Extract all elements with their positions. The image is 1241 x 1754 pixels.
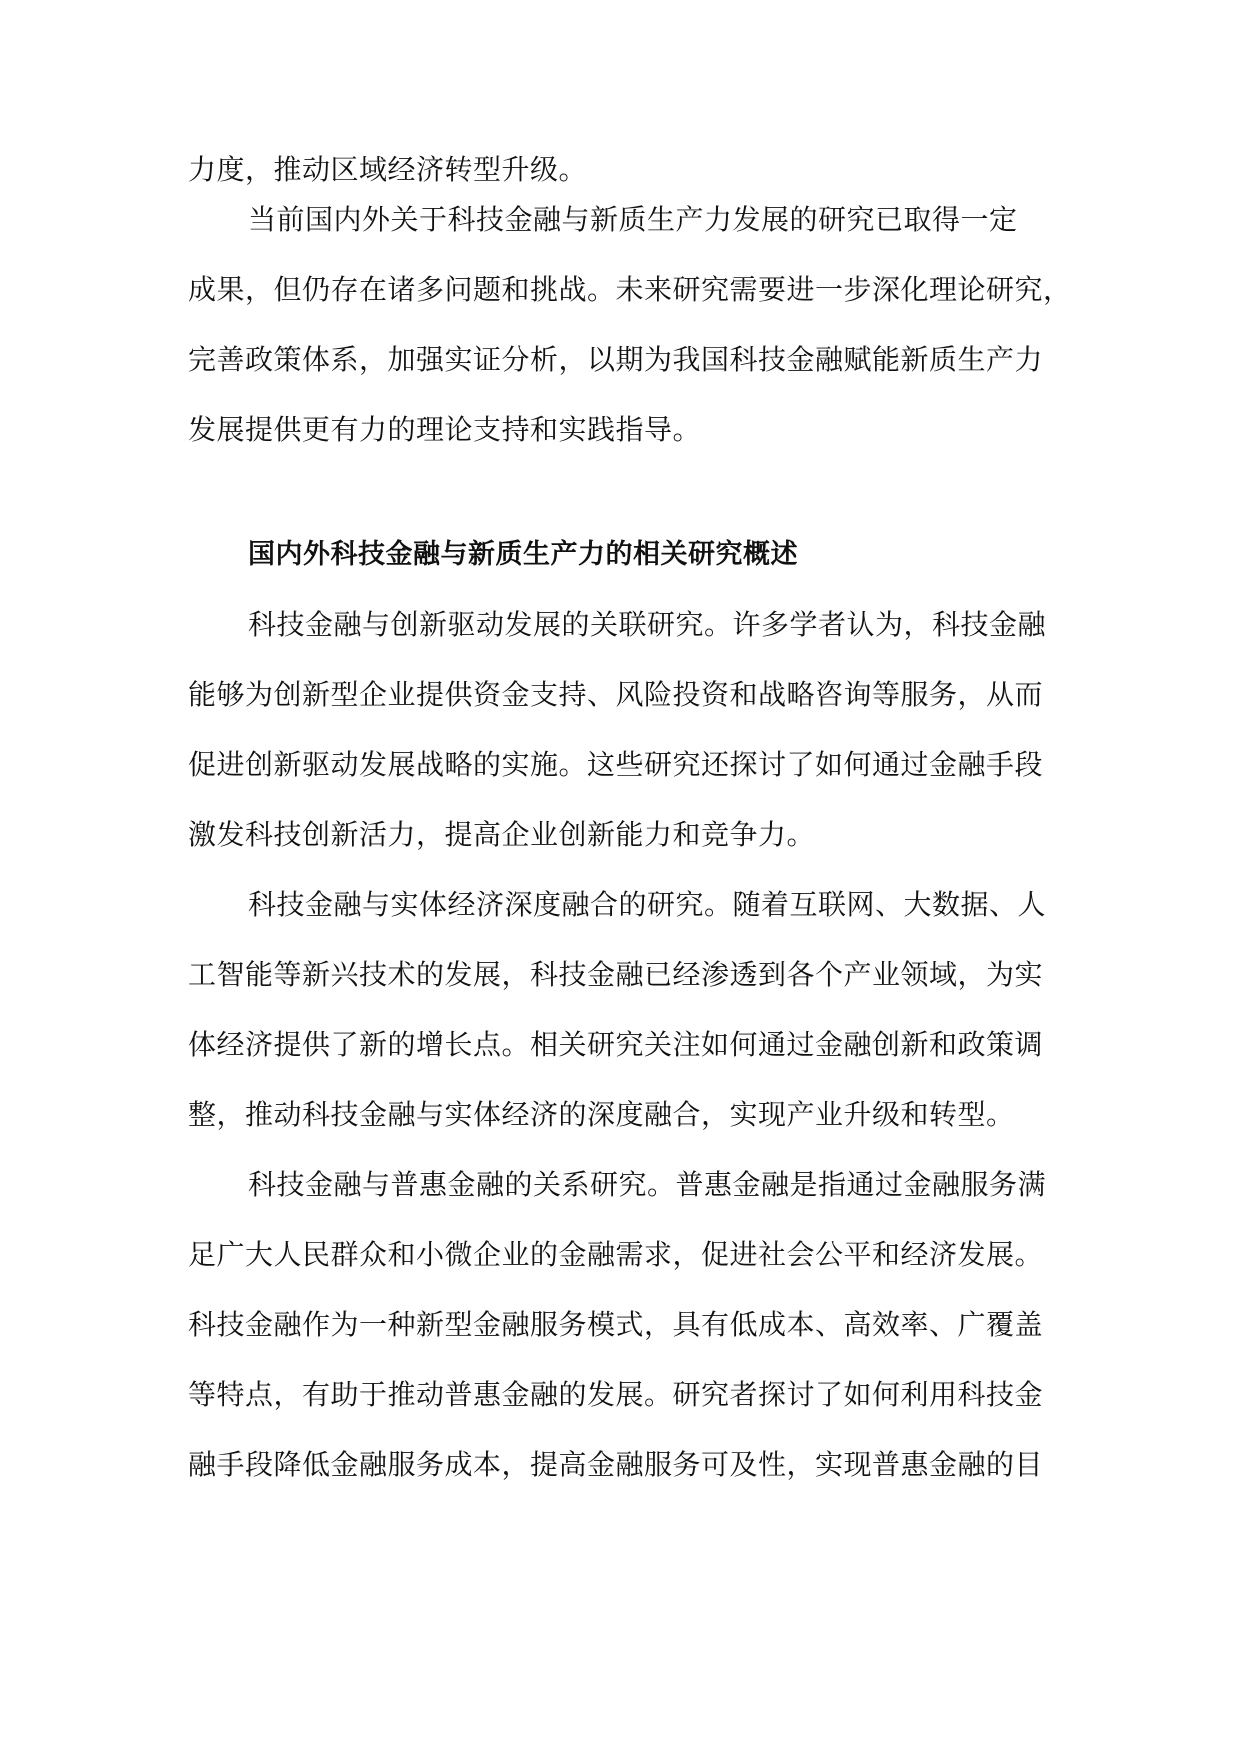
paragraph-line: 发展提供更有力的理论支持和实践指导。 (188, 413, 702, 446)
paragraph-line: 科技金融与创新驱动发展的关联研究。许多学者认为，科技金融 (248, 608, 1047, 641)
paragraph-line: 促进创新驱动发展战略的实施。这些研究还探讨了如何通过金融手段 (188, 748, 1044, 781)
paragraph-line: 足广大人民群众和小微企业的金融需求，促进社会公平和经济发展。 (188, 1238, 1044, 1271)
paragraph-line: 整，推动科技金融与实体经济的深度融合，实现产业升级和转型。 (188, 1098, 1015, 1131)
paragraph-line: 力度，推动区域经济转型升级。 (188, 153, 588, 186)
paragraph-line: 工智能等新兴技术的发展，科技金融已经渗透到各个产业领域，为实 (188, 958, 1044, 991)
paragraph-line: 完善政策体系，加强实证分析，以期为我国科技金融赋能新质生产力 (188, 343, 1044, 376)
paragraph-line: 科技金融作为一种新型金融服务模式，具有低成本、高效率、广覆盖 (188, 1308, 1044, 1341)
paragraph-line: 体经济提供了新的增长点。相关研究关注如何通过金融创新和政策调 (188, 1028, 1044, 1061)
paragraph-line: 融手段降低金融服务成本，提高金融服务可及性，实现普惠金融的目 (188, 1448, 1044, 1481)
section-heading: 国内外科技金融与新质生产力的相关研究概述 (248, 539, 798, 570)
paragraph-line: 成果，但仍存在诸多问题和挑战。未来研究需要进一步深化理论研究， (188, 273, 1072, 306)
paragraph-line: 激发科技创新活力，提高企业创新能力和竞争力。 (188, 818, 816, 851)
paragraph-line: 科技金融与实体经济深度融合的研究。随着互联网、大数据、人 (248, 888, 1047, 921)
paragraph-line: 科技金融与普惠金融的关系研究。普惠金融是指通过金融服务满 (248, 1168, 1047, 1201)
paragraph-line: 当前国内外关于科技金融与新质生产力发展的研究已取得一定 (248, 203, 1018, 236)
paragraph-line: 等特点，有助于推动普惠金融的发展。研究者探讨了如何利用科技金 (188, 1378, 1044, 1411)
paragraph-line: 能够为创新型企业提供资金支持、风险投资和战略咨询等服务，从而 (188, 678, 1044, 711)
